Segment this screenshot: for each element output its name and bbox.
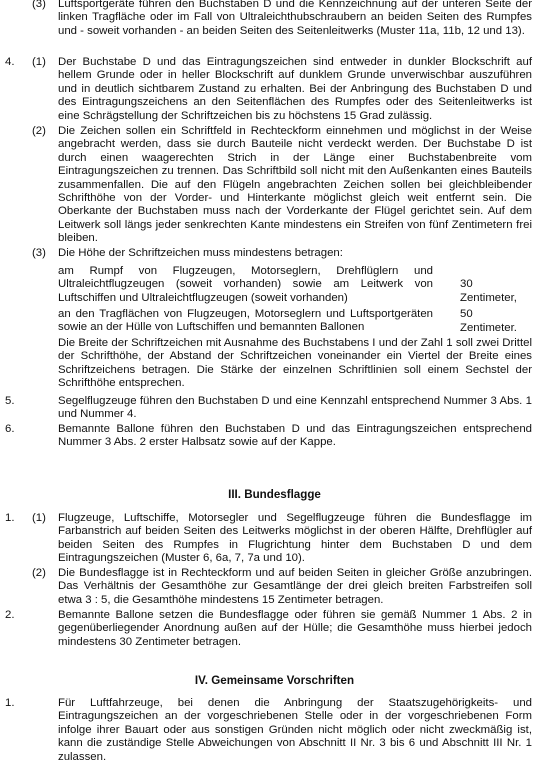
height-row-value: 30 bbox=[460, 278, 473, 290]
paragraph-text: Die Breite der Schriftzeichen mit Ausnahme des Buchstabens I und der Zahl 1 soll zwei Drittel der Schrifthöhe, der Abstand der Schriftzeichen voneinander ein Viertel der Breite eines Schriftzeichens betragen. Die Stärke der einzelnen Schriftlinien soll einem Sechstel der Schrifthöhe entsprechen. bbox=[58, 337, 532, 390]
item-number: 4. bbox=[5, 56, 15, 68]
subsection-number: (1) bbox=[32, 56, 46, 68]
subsection-number: (3) bbox=[32, 247, 46, 259]
subsection-number: (2) bbox=[32, 125, 46, 137]
item-number: 1. bbox=[5, 697, 15, 709]
section-iii-heading: III. Bundesflagge bbox=[228, 488, 321, 501]
height-row-value: 50 bbox=[460, 308, 473, 320]
paragraph-text: Bemannte Ballone führen den Buchstaben D und das Eintragungszeichen entsprechend Nummer 3 Abs. 2 erster Halbsatz sowie auf der Kappe. bbox=[58, 423, 532, 449]
paragraph-text: Die Bundesflagge ist in Rechteckform und auf beiden Seiten in gleicher Größe anzubringen. Das Verhältnis der Gesamthöhe zur Gesamtlänge der drei gleich breiten Farbstreifen soll etwa 3 : 5, die Gesamthöhe mindestens 15 Zentimeter betragen. bbox=[58, 567, 532, 606]
paragraph-text: Für Luftfahrzeuge, bei denen die Anbringung der Staatszugehörigkeits- und Eintragungszeichen an der vorgeschriebenen Stelle oder in der vorgeschriebenen Form infolge ihrer Bauart oder aus sonstigen Gründen nicht möglich oder nicht zweckmäßig ist, kann die zuständige Stelle Abweichungen von Abschnitt II Nr. 3 bis 6 und Abschnitt III Nr. 1 zulassen. bbox=[58, 697, 532, 763]
paragraph-text: Die Höhe der Schriftzeichen muss mindestens betragen: bbox=[58, 247, 343, 259]
section-iv-heading: IV. Gemeinsame Vorschriften bbox=[194, 674, 355, 687]
item-number: 6. bbox=[5, 423, 15, 435]
height-row-text: an den Tragflächen von Flugzeugen, Motorseglern und Luftsportgeräten sowie an der Hülle von Luftschiffen und bemannten Ballonen bbox=[58, 308, 433, 334]
paragraph-text: Luftsportgeräte führen den Buchstaben D und die Kennzeichnung auf der unteren Seite der linken Tragfläche oder im Fall von Ultraleichthubschraubern an beiden Seiten des Rumpfes und - soweit vorhanden - an beiden Seiten des Seitenleitwerks (Muster 11a, 11b, 12 und 13). bbox=[58, 0, 532, 37]
item-number: 1. bbox=[5, 512, 15, 524]
paragraph-text: Bemannte Ballone setzen die Bundesflagge oder führen sie gemäß Nummer 1 Abs. 2 in gegenüberliegender Anordnung außen auf der Hülle; die Gesamthöhe muss hierbei jedoch mindestens 30 Zentimeter betragen. bbox=[58, 609, 532, 648]
paragraph-text: Der Buchstabe D und das Eintragungszeichen sind entweder in dunkler Blockschrift auf hellem Grunde oder in heller Blockschrift auf dunklem Grunde unverwischbar auszuführen und in deutlich sichtbarem Zustand zu erhalten. Bei der Anbringung des Buchstaben D und des Eintragungszeichens an den Seitenflächen des Rumpfes oder des Seitenleitwerks ist eine Schrägstellung der Schriftzeichen bis zu höchstens 15 Grad zulässig. bbox=[58, 56, 532, 122]
paragraph-text: Flugzeuge, Luftschiffe, Motorsegler und Segelflugzeuge führen die Bundesflagge im Farbanstrich auf beiden Seiten des Leitwerks möglichst in der oberen Hälfte, Drehflügler auf beiden Seiten des Rumpfes in Flugrichtung hinter dem Buchstaben D und dem Eintragungszeichen (Muster 6, 6a, 7, 7a und 10). bbox=[58, 512, 532, 565]
paragraph-text: Die Zeichen sollen ein Schriftfeld in Rechteckform einnehmen und möglichst in der Weise angebracht werden, dass sie durch Bauteile nicht verdeckt werden. Der Buchstabe D ist durch einen waagerechten Strich in der Länge einer Buchstabenbreite vom Eintragungszeichen zu trennen. Das Schriftbild soll nicht mit den Außenkanten eines Bauteils zusammenfallen. Die auf den Flügeln angebrachten Zeichen sollen bei gleichbleibender Schrifthöhe von der Vorder- und Hinterkante möglichst gleich weit entfernt sein. Die Oberkante der Buchstaben muss nach der Vorderkante der Flügel gerichtet sein. Auf dem Leitwerk soll längs jeder senkrechten Kante mindestens ein Streifen von fünf Zentimetern frei bleiben. bbox=[58, 125, 532, 245]
subsection-number: (3) bbox=[32, 0, 46, 10]
subsection-number: (1) bbox=[32, 512, 46, 524]
height-row-text: am Rumpf von Flugzeugen, Motorseglern, Drehflüglern und Ultraleichtflugzeugen (soweit vorhanden) sowie am Leitwerk von Luftschiffen und Ultraleichtflugzeugen (soweit vorhanden) bbox=[58, 265, 433, 304]
item-number: 5. bbox=[5, 395, 15, 407]
item-number: 2. bbox=[5, 609, 15, 621]
height-row-unit: Zentimeter. bbox=[460, 322, 517, 334]
subsection-number: (2) bbox=[32, 567, 46, 579]
paragraph-text: Segelflugzeuge führen den Buchstaben D und eine Kennzahl entsprechend Nummer 3 Abs. 1 und Nummer 4. bbox=[58, 395, 532, 421]
height-row-unit: Zentimeter, bbox=[460, 292, 517, 304]
